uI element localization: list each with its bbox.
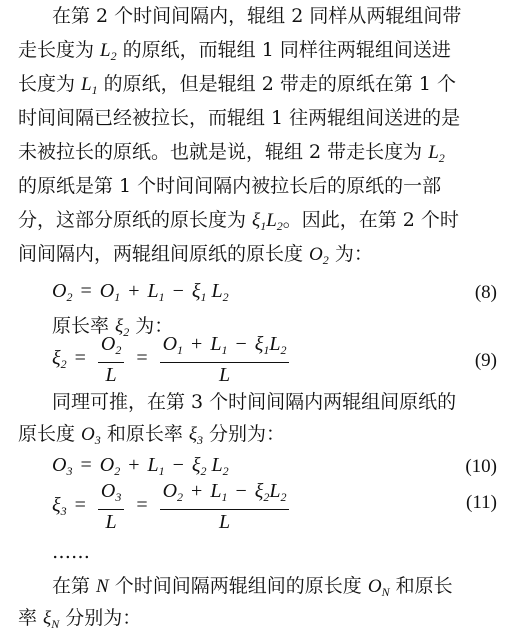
text-span: 长度为 bbox=[18, 73, 82, 95]
math-L2: $L_2$ bbox=[100, 40, 117, 63]
math-xi3: $\xi_3$ bbox=[188, 424, 204, 447]
text-span: 分别为： bbox=[203, 423, 286, 445]
math-O3: $O_3$ bbox=[81, 424, 101, 447]
paragraph-3-line-1 bbox=[52, 574, 453, 604]
math-N: N bbox=[96, 576, 109, 597]
fraction-expanded: $\frac{O_2 + L_1 - \xi_2L_2}{L}$ bbox=[160, 480, 290, 533]
equation-10: $O_3 = O_2 + L_1 - \xi_2$ $L_2$ bbox=[52, 454, 229, 478]
text-span: 分，这部分原纸的原长度为 bbox=[18, 209, 253, 231]
text-span: 原长率 bbox=[52, 315, 116, 337]
text-span: 。因此，在第 2 个时 bbox=[282, 209, 459, 231]
equation-number-10: (10) bbox=[465, 456, 497, 477]
text-span: 原长度 bbox=[18, 423, 82, 445]
math-xi1-L2: $\xi_1L_2$ bbox=[252, 210, 283, 233]
text-span: 分别为： bbox=[59, 607, 142, 629]
text-span: 间间隔内，两辊组间原纸的原长度 bbox=[18, 243, 310, 265]
text-span: 和原长率 bbox=[100, 423, 189, 445]
math-xiN: $\xi_N$ bbox=[43, 608, 60, 631]
paragraph-1-line-8 bbox=[18, 242, 373, 272]
ellipsis: …… bbox=[52, 541, 90, 563]
text-span: 时间间隔已经被拉长，而辊组 1 往两辊组间送进的是 bbox=[18, 107, 461, 129]
equation-9: $\xi_2$ = $\frac{O_2}{L}$ = $\frac{O_1 + L_1 - \xi_1L_2}{L}$ bbox=[52, 333, 293, 386]
equation-number-9: (9) bbox=[474, 350, 497, 371]
paragraph-2-line-2 bbox=[18, 422, 285, 452]
equation-8: $O_2 = O_1 + L_1 - \xi_1$ $L_2$ bbox=[52, 280, 229, 304]
text-span: 走长度为 bbox=[18, 39, 101, 61]
paragraph-1-line-3 bbox=[18, 72, 456, 102]
paragraph-2-line-1 bbox=[52, 390, 456, 414]
text-span: 为： bbox=[129, 315, 174, 337]
math-xi2: $\xi_2$ bbox=[115, 316, 130, 339]
equation-number-8: (8) bbox=[474, 282, 497, 303]
text-span: 为： bbox=[328, 243, 373, 265]
text-span: 率 bbox=[18, 607, 44, 629]
text-span: 的原纸，而辊组 1 同样往两辊组间送进 bbox=[116, 39, 451, 61]
text-span: 的原纸，但是辊组 2 带走的原纸在第 1 个 bbox=[97, 73, 457, 95]
math-L1: $L_1$ bbox=[81, 74, 98, 97]
paragraph-1-line-6 bbox=[18, 174, 441, 198]
text-span: 在第 2 个时间间隔内，辊组 2 同样从两辊组间带 bbox=[52, 5, 462, 27]
paragraph-1-line-1 bbox=[52, 4, 461, 28]
text-span: 同理可推，在第 3 个时间间隔内两辊组间原纸的 bbox=[52, 391, 457, 413]
paragraph-1-line-2 bbox=[18, 38, 451, 68]
paragraph-1-line-5 bbox=[18, 140, 445, 170]
paragraph-3-line-2 bbox=[18, 606, 141, 636]
text-span: 的原纸是第 1 个时间间隔内被拉长后的原纸的一部 bbox=[18, 175, 442, 197]
text-span: 个时间间隔两辊组间的原长度 bbox=[108, 575, 368, 597]
fraction-O2-over-L: $\frac{O_2}{L}$ bbox=[98, 333, 124, 386]
equation-11: $\xi_3$ = $\frac{O_3}{L}$ = $\frac{O_2 + L_1 - \xi_2L_2}{L}$ bbox=[52, 480, 293, 533]
math-O2: $O_2$ bbox=[309, 244, 329, 267]
paragraph-1-line-7 bbox=[18, 208, 459, 238]
fraction-O3-over-L: $\frac{O_3}{L}$ bbox=[98, 480, 124, 533]
equation-number-11: (11) bbox=[466, 492, 497, 513]
text-span: 和原长 bbox=[389, 575, 453, 597]
text-span: 未被拉长的原纸。也就是说，辊组 2 带走长度为 bbox=[18, 141, 429, 163]
math-ON: $O_N$ bbox=[367, 576, 390, 599]
paragraph-1-line-4 bbox=[18, 106, 460, 130]
fraction-expanded: $\frac{O_1 + L_1 - \xi_1L_2}{L}$ bbox=[160, 333, 290, 386]
math-L2: $L_2$ bbox=[428, 142, 445, 165]
text-span: 在第 bbox=[52, 575, 97, 597]
